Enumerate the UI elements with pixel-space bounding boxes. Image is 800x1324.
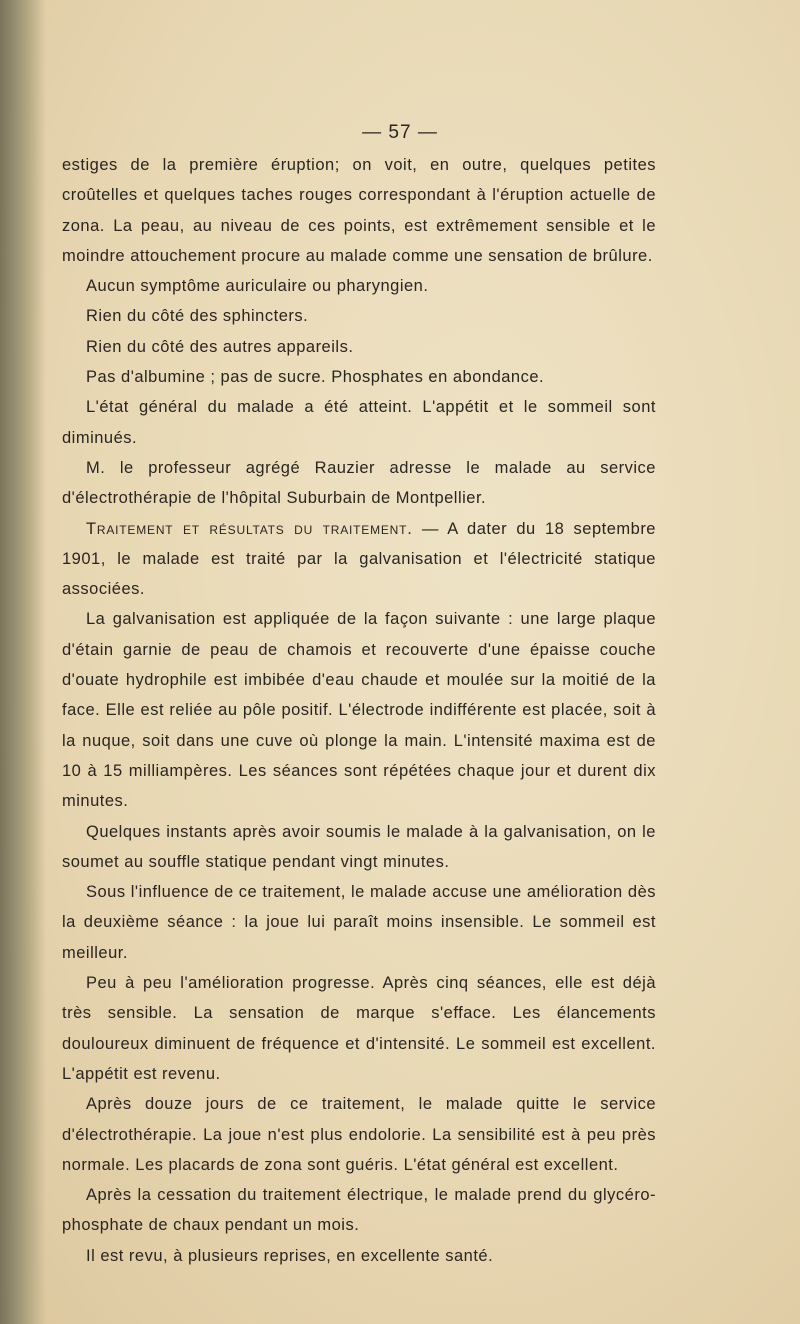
paragraph: La galvanisation est appliquée de la façon suivante : une large plaque d'étain garnie de peau de chamois et recouverte d'une épaisse couche d'ouate hydrophile est imbibée d'eau chaude et moulée sur la moitié de la face. Elle est reliée au pôle positif. L'électrode indifférente est placée, soit à la nuque, soit dans une cuve où plonge la main. L'intensité maxima est de 10 à 15 milliampères. Les séances sont répétées chaque jour et durent dix minutes. <box>62 610 656 811</box>
paragraph: Rien du côté des sphincters. <box>86 307 309 326</box>
section-heading: Traitement et résultats du traitement. <box>86 519 413 538</box>
paragraph: Peu à peu l'amélioration progresse. Après cinq séances, elle est déjà très sensible. La sensation de marque s'efface. Les élancements douloureux diminuent de fréquence et d'intensité. Le sommeil est excellent. L'appétit est revenu. <box>62 974 656 1083</box>
paragraph: Rien du côté des autres appareils. <box>86 337 354 356</box>
paragraph: Aucun symptôme auriculaire ou pharyngien. <box>86 277 429 296</box>
page-number: — 57 — <box>362 122 438 143</box>
paragraph: Il est revu, à plusieurs reprises, en excellente santé. <box>86 1246 494 1265</box>
paragraph: L'état général du malade a été atteint. L'appétit et le sommeil sont diminués. <box>62 398 656 447</box>
treatment-text: — A dater du 18 septembre 1901, le malade est traité par la galvanisation et l'électricité statique associées. <box>62 519 656 599</box>
treatment-paragraph <box>62 514 656 605</box>
binding-shadow <box>0 0 46 1324</box>
paragraph: Après la cessation du traitement électrique, le malade prend du glycéro-phosphate de chaux pendant un mois. <box>62 1186 656 1235</box>
paragraph-continued: estiges de la première éruption; on voit, en outre, quelques petites croûtelles et quelques taches rouges correspondant à l'éruption actuelle de zona. La peau, au niveau de ces points, est extrêmement sensible et le moindre attouchement procure au malade comme une sensation de brûlure. <box>62 156 656 265</box>
paragraph: Après douze jours de ce traitement, le malade quitte le service d'électrothérapie. La joue n'est plus endolorie. La sensibilité est à peu près normale. Les placards de zona sont guéris. L'état général est excellent. <box>62 1095 656 1174</box>
body-text <box>62 150 656 1271</box>
paragraph: M. le professeur agrégé Rauzier adresse le malade au service d'électrothérapie de l'hôpital Suburbain de Montpellier. <box>62 458 656 508</box>
paragraph: Quelques instants après avoir soumis le malade à la galvanisation, on le soumet au souffle statique pendant vingt minutes. <box>62 822 656 871</box>
paragraph: Sous l'influence de ce traitement, le malade accuse une amélioration dès la deuxième séance : la joue lui paraît moins insensible. Le sommeil est meilleur. <box>62 883 656 962</box>
paragraph: Pas d'albumine ; pas de sucre. Phosphates en abondance. <box>86 368 545 387</box>
